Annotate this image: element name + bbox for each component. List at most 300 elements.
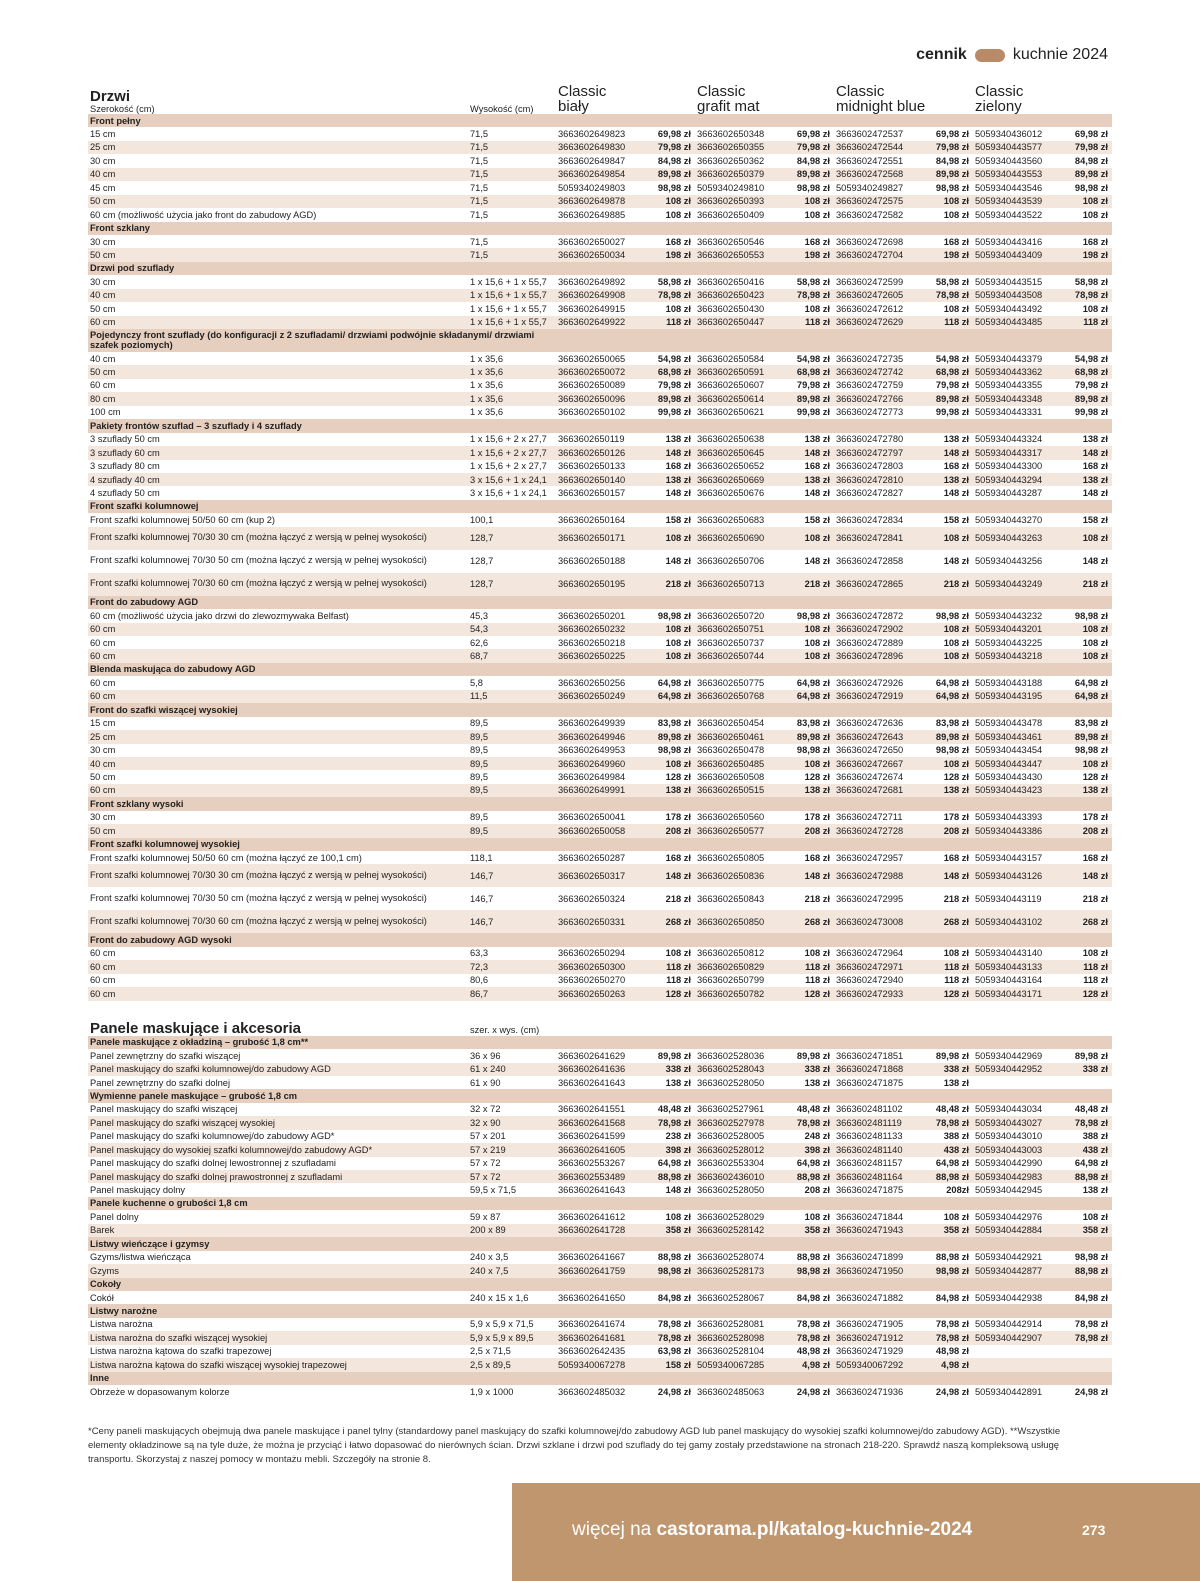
product-code: 3663602471851	[836, 1050, 904, 1061]
product-code: 3663602485032	[558, 1386, 626, 1397]
product-code: 3663602641599	[558, 1131, 626, 1142]
product-code: 5059340443171	[973, 987, 1071, 1000]
product-price: 138 zł	[804, 434, 830, 445]
product-code: 3663602650645	[695, 446, 793, 459]
product-price: 98,98 zł	[935, 610, 970, 621]
product-price: 108 zł	[1082, 637, 1109, 648]
product-code: 3663602472803	[836, 461, 904, 472]
product-code: 5059340443539	[973, 195, 1071, 208]
product-code: 5059340442921	[975, 1252, 1043, 1263]
table-row	[88, 460, 1112, 473]
product-price: 118 zł	[654, 316, 695, 329]
product-name: 60 cm	[88, 987, 468, 1000]
group-header-row	[88, 1197, 1112, 1210]
product-code: 3663602649939	[558, 718, 626, 729]
product-code: 3663602471875	[836, 1185, 904, 1196]
product-code: 3663602650263	[556, 987, 654, 1000]
group-header-row	[88, 703, 1112, 716]
product-name: Front szafki kolumnowej 70/30 60 cm (można łączyć z wersją w pełnej wysokości)	[88, 910, 468, 933]
product-code: 3663602649953	[558, 745, 626, 756]
column-width-label: Szerokość (cm)	[90, 103, 155, 114]
product-code: 5059340443331	[975, 407, 1043, 418]
product-code: 3663602650096	[556, 392, 654, 405]
product-code: 3663602650423	[695, 289, 793, 302]
product-price: 54,98 zł	[796, 353, 830, 364]
product-code: 3663602472780	[836, 434, 904, 445]
product-code: 5059340443577	[973, 141, 1071, 154]
product-dimension: 1 x 35,6	[470, 407, 504, 418]
product-code: 3663602649854	[556, 168, 654, 181]
product-dimension: 61 x 90	[470, 1077, 501, 1088]
product-dimension: 89,5	[468, 784, 556, 797]
product-price: 48,48 zł	[796, 1104, 830, 1115]
product-price: 138 zł	[943, 434, 970, 445]
product-price: 118 zł	[1071, 316, 1112, 329]
product-name: 40 cm	[88, 168, 468, 181]
product-code: 5059340443508	[973, 289, 1071, 302]
table-row	[88, 864, 1112, 887]
table-row	[88, 649, 1112, 662]
table-row	[88, 1318, 1112, 1331]
product-code: 3663602472711	[836, 812, 903, 823]
color-name-line1: Classic	[558, 84, 607, 100]
product-price: 88,98 zł	[796, 1252, 830, 1263]
product-code: 3663602472704	[834, 248, 932, 261]
product-code: 5059340443348	[973, 392, 1071, 405]
product-price: 148 zł	[665, 487, 691, 498]
product-name: 60 cm	[90, 975, 116, 986]
product-code: 3663602650232	[556, 623, 654, 636]
product-code: 3663602650508	[697, 771, 765, 782]
product-code: 3663602649915	[558, 303, 626, 314]
product-price: 218 zł	[804, 893, 830, 904]
product-code: 3663602649984	[558, 771, 626, 782]
product-code: 3663602472889	[836, 637, 904, 648]
product-name: 60 cm	[88, 784, 468, 797]
product-code: 3663602650188	[558, 556, 626, 567]
group-title: Blenda maskująca do zabudowy AGD	[88, 663, 556, 676]
product-code: 3663602650409	[697, 209, 765, 220]
product-code: 3663602472797	[834, 446, 932, 459]
product-code: 3663602471929	[836, 1346, 904, 1357]
product-price: 108 zł	[804, 948, 830, 959]
product-dimension: 89,5	[470, 718, 489, 729]
page-number: 273	[1082, 1522, 1106, 1538]
group-title: Pojedynczy front szuflady (do konfiguracji z 2 szufladami/ drzwiami podwójnie składanymi/ drzwiami szafek poziomych)	[88, 329, 556, 352]
product-code: 3663602650119	[558, 434, 625, 445]
product-code: 5059340443232	[975, 610, 1043, 621]
product-code: 3663602472544	[834, 141, 932, 154]
product-code: 3663602528050	[697, 1185, 765, 1196]
product-price: 148 zł	[1082, 487, 1109, 498]
product-dimension: 80,6	[470, 975, 489, 986]
product-dimension: 57 x 201	[470, 1131, 506, 1142]
color-header-cell	[834, 84, 973, 114]
product-price: 148 zł	[1071, 446, 1112, 459]
product-price: 64,98 zł	[796, 677, 830, 688]
product-name: 60 cm (możliwość użycia jako drzwi do zlewozmywaka Belfast)	[90, 610, 349, 621]
group-title: Listwy narożne	[88, 1304, 556, 1317]
footer-url-text[interactable]	[572, 1519, 972, 1541]
group-header-row	[88, 329, 1112, 352]
product-code: 3663602649878	[556, 195, 654, 208]
section-title-cell	[88, 1015, 468, 1036]
product-dimension: 1 x 35,6	[468, 365, 556, 378]
product-code: 5059340443003	[973, 1143, 1071, 1156]
product-code: 3663602553489	[556, 1170, 654, 1183]
product-price: 178 zł	[665, 812, 691, 823]
group-header-row	[88, 1237, 1112, 1250]
product-price: 398 zł	[793, 1143, 834, 1156]
product-code: 3663602650706	[697, 556, 765, 567]
product-price: 148 zł	[943, 556, 970, 567]
product-code: 3663602471882	[836, 1292, 904, 1303]
product-price: 4,98 zł	[793, 1358, 834, 1371]
product-code: 3663602650775	[697, 677, 765, 688]
table-row	[88, 446, 1112, 459]
product-code: 3663602650652	[697, 461, 765, 472]
product-price: 128 zł	[654, 987, 695, 1000]
product-code: 3663602528104	[697, 1346, 765, 1357]
product-name: 50 cm	[88, 195, 468, 208]
product-code: 3663602649892	[558, 276, 626, 287]
product-code: 3663602650195	[556, 573, 654, 596]
table-row	[88, 235, 1112, 248]
product-price: 89,98 zł	[1074, 1050, 1109, 1061]
product-code: 3663602650799	[697, 975, 765, 986]
product-code: 5059340436012	[975, 129, 1043, 140]
table-row	[88, 717, 1112, 730]
product-price: 118 zł	[805, 975, 830, 986]
product-dimension: 240 x 7,5	[468, 1264, 556, 1277]
product-price: 98,98 zł	[796, 745, 830, 756]
product-price: 108 zł	[1071, 527, 1112, 550]
product-price: 108 zł	[943, 209, 970, 220]
product-price: 54,98 zł	[935, 353, 970, 364]
price-table	[88, 84, 1112, 1398]
product-code: 3663602650713	[695, 573, 793, 596]
product-code: 3663602472841	[834, 527, 932, 550]
product-price: 78,98 zł	[932, 1116, 973, 1129]
product-price: 168 zł	[943, 461, 970, 472]
product-price: 48,48 zł	[1074, 1104, 1109, 1115]
group-header-row	[88, 222, 1112, 235]
product-code: 3663602650553	[695, 248, 793, 261]
product-price: 78,98 zł	[657, 1319, 691, 1330]
product-price: 138 zł	[793, 784, 834, 797]
product-dimension: 11,5	[468, 690, 556, 703]
product-name: Front szafki kolumnowej 70/30 30 cm (można łączyć z wersją w pełnej wysokości)	[88, 527, 468, 550]
product-name: Listwa narożna do szafki wiszącej wysokiej	[88, 1331, 468, 1344]
product-code: 3663602650379	[695, 168, 793, 181]
section-header-row	[88, 1015, 1112, 1036]
product-price: 79,98 zł	[935, 380, 970, 391]
group-header-row	[88, 1304, 1112, 1317]
product-code: 3663602650287	[558, 852, 626, 863]
product-price: 78,98 zł	[932, 1331, 973, 1344]
product-name: 80 cm	[88, 392, 468, 405]
product-code: 5059340067285	[695, 1358, 793, 1371]
product-name: Cokół	[90, 1292, 114, 1303]
section-gap	[88, 1001, 1112, 1015]
product-code: 3663602650164	[558, 514, 626, 525]
table-row	[88, 473, 1112, 486]
product-code: 3663602641667	[558, 1252, 626, 1263]
product-price: 128 zł	[932, 987, 973, 1000]
product-code: 3663602650065	[558, 353, 626, 364]
product-code: 3663602650171	[556, 527, 654, 550]
product-price: 64,98 zł	[657, 1158, 691, 1169]
product-code: 3663602472834	[836, 514, 904, 525]
product-price: 78,98 zł	[1074, 1319, 1109, 1330]
product-price: 168 zł	[665, 852, 691, 863]
product-price: 78,98 zł	[796, 1319, 830, 1330]
product-code: 3663602471844	[836, 1211, 904, 1222]
product-code: 3663602472643	[834, 730, 932, 743]
product-name: 50 cm	[90, 303, 116, 314]
product-price: 88,98 zł	[793, 1170, 834, 1183]
product-code: 3663602472865	[834, 573, 932, 596]
product-code: 3663602472599	[836, 276, 904, 287]
table-row	[88, 550, 1112, 573]
product-code: 3663602528043	[695, 1063, 793, 1076]
table-row	[88, 757, 1112, 770]
product-code: 3663602650584	[697, 353, 765, 364]
table-row	[88, 141, 1112, 154]
product-code: 3663602471950	[834, 1264, 932, 1277]
product-code: 3663602650430	[697, 303, 765, 314]
table-row	[88, 1183, 1112, 1196]
table-row	[88, 352, 1112, 365]
product-code: 3663602649946	[556, 730, 654, 743]
color-header-cell	[973, 1015, 1112, 1036]
product-code: 5059340442877	[973, 1264, 1071, 1277]
product-price: 118 zł	[944, 975, 970, 986]
product-code: 3663602650041	[558, 812, 626, 823]
product-name: Panel maskujący do szafki wiszącej wysokiej	[88, 1116, 468, 1129]
product-dimension: 146,7	[470, 893, 494, 904]
product-code: 5059340443188	[975, 677, 1043, 688]
product-price: 218 zł	[932, 573, 973, 596]
product-dimension: 1 x 15,6 + 1 x 55,7	[470, 276, 547, 287]
table-row	[88, 365, 1112, 378]
product-price: 268 zł	[932, 910, 973, 933]
product-price: 69,98 zł	[935, 129, 970, 140]
product-code: 3663602650058	[556, 824, 654, 837]
product-price: 68,98 zł	[793, 365, 834, 378]
table-row	[88, 851, 1112, 864]
product-price: 168 zł	[943, 852, 970, 863]
product-price: 118 zł	[1071, 960, 1112, 973]
product-code: 5059340443324	[975, 434, 1043, 445]
product-name: Panel dolny	[90, 1211, 139, 1222]
header-cennik: cennik	[916, 46, 967, 63]
product-price: 158 zł	[804, 514, 830, 525]
product-price: 84,98 zł	[935, 155, 970, 166]
product-code: 5059340443485	[973, 316, 1071, 329]
section-header-row	[88, 84, 1112, 114]
group-header-fill	[556, 797, 1112, 810]
product-code: 3663602472971	[834, 960, 932, 973]
group-title: Front do szafki wiszącej wysokiej	[88, 703, 556, 716]
product-price: 208 zł	[654, 824, 695, 837]
product-dimension: 32 x 90	[468, 1116, 556, 1129]
product-price: 198 zł	[932, 248, 973, 261]
product-code: 3663602650454	[697, 718, 765, 729]
product-code: 5059340442983	[973, 1170, 1071, 1183]
product-code: 3663602472636	[836, 718, 904, 729]
product-price: 168 zł	[1082, 461, 1109, 472]
product-dimension: 1 x 35,6	[468, 392, 556, 405]
product-code: 3663602650225	[556, 649, 654, 662]
product-code: 3663602650027	[558, 236, 626, 247]
product-code: 5059340443478	[975, 718, 1043, 729]
group-header-row	[88, 933, 1112, 946]
product-code: 3663602641551	[558, 1104, 626, 1115]
product-price: 89,98 zł	[932, 730, 973, 743]
product-price: 158 zł	[665, 514, 691, 525]
product-code: 3663602641636	[556, 1063, 654, 1076]
product-price: 108 zł	[1082, 1211, 1109, 1222]
product-dimension: 32 x 72	[470, 1104, 501, 1115]
product-price: 98,98 zł	[1074, 745, 1109, 756]
product-code: 3663602472926	[836, 677, 904, 688]
product-dimension: 71,5	[470, 129, 489, 140]
product-price: 388 zł	[943, 1131, 970, 1142]
product-name: 30 cm	[90, 812, 116, 823]
footnote: *Ceny paneli maskujących obejmują dwa panele maskujące i panel tylny (standardowy panel maskujący do szafki kolumnowej/do zabudowy AGD lub panel maskujący do wysokiej szafki kolumnowej/do zabudowy AGD). **Wszystkie elementy okładzinowe są na tyle duże, że można je przyciąć i łatwo dopasować do nierównych ścian. Drzwi szklane i drzwi pod szuflady do tej gamy zostały przedstawione na stronach 218-220. Sprawdź naszą kompleksową usługę transportu. Skorzystaj z naszej pomocy w montażu mebli. Szczegóły na stronie 8.	[88, 1426, 1061, 1465]
product-price: 88,98 zł	[654, 1170, 695, 1183]
product-code: 3663602641643	[558, 1077, 626, 1088]
product-code: 3663602650560	[697, 812, 765, 823]
product-dimension: 71,5	[468, 248, 556, 261]
table-row	[88, 208, 1112, 221]
product-code: 3663602473008	[834, 910, 932, 933]
product-price: 89,98 zł	[793, 168, 834, 181]
product-dimension: 146,7	[468, 864, 556, 887]
color-name-line2: biały	[558, 98, 589, 114]
product-price: 79,98 zł	[796, 380, 830, 391]
product-code: 5059340443225	[975, 637, 1043, 648]
product-code: 3663602528050	[697, 1077, 765, 1088]
product-code: 3663602641674	[558, 1319, 626, 1330]
product-name: 50 cm	[88, 248, 468, 261]
product-name: 30 cm	[90, 745, 116, 756]
product-price: 338 zł	[1071, 1063, 1112, 1076]
table-row	[88, 676, 1112, 689]
product-dimension: 3 x 15,6 + 1 x 24,1	[468, 473, 556, 486]
table-row	[88, 824, 1112, 837]
product-price: 198 zł	[1071, 248, 1112, 261]
product-code: 3663602650317	[556, 864, 654, 887]
footer-url[interactable]: castorama.pl/katalog-kuchnie-2024	[656, 1519, 973, 1540]
product-price: 148 zł	[665, 1185, 691, 1196]
product-price: 79,98 zł	[1071, 141, 1112, 154]
product-price: 79,98 zł	[654, 141, 695, 154]
product-code: 3663602472919	[834, 690, 932, 703]
group-title: Front szafki kolumnowej	[88, 500, 556, 513]
product-price: 208 zł	[932, 824, 973, 837]
table-row	[88, 730, 1112, 743]
product-price: 338 zł	[793, 1063, 834, 1076]
group-header-fill	[556, 933, 1112, 946]
group-title: Front szafki kolumnowej wysokiej	[88, 838, 556, 851]
product-price: 78,98 zł	[654, 1116, 695, 1129]
product-code: 3663602650607	[697, 380, 765, 391]
table-row	[88, 168, 1112, 181]
product-price: 108 zł	[1082, 948, 1109, 959]
product-price: 58,98 zł	[935, 276, 970, 287]
product-dimension: 2,5 x 71,5	[470, 1346, 511, 1357]
table-row	[88, 1157, 1112, 1170]
footer-band	[512, 1483, 1200, 1581]
product-price: 24,98 zł	[935, 1386, 970, 1397]
product-code: 5059340443164	[975, 975, 1043, 986]
product-code: 5059340443034	[975, 1104, 1043, 1115]
product-price: 108 zł	[804, 637, 830, 648]
product-code: 5059340443386	[973, 824, 1071, 837]
product-code: 5059340443454	[975, 745, 1043, 756]
table-row	[88, 1049, 1112, 1062]
group-header-fill	[556, 262, 1112, 275]
product-code: 3663602528081	[697, 1319, 765, 1330]
product-code: 3663602650621	[697, 407, 765, 418]
product-price: 98,98 zł	[793, 1264, 834, 1277]
product-name: Panel maskujący do szafki dolnej prawostronnej z szufladami	[88, 1170, 468, 1183]
product-dimension: 54,3	[468, 623, 556, 636]
product-price: 138 zł	[793, 473, 834, 486]
price-table-container	[88, 84, 1112, 1398]
product-code: 3663602650294	[558, 948, 626, 959]
product-dimension: 89,5	[468, 757, 556, 770]
product-code: 3663602436010	[695, 1170, 793, 1183]
product-code: 5059340443102	[973, 910, 1071, 933]
product-code: 3663602641643	[558, 1185, 626, 1196]
product-code: 3663602641759	[556, 1264, 654, 1277]
product-code: 5059340443379	[975, 353, 1043, 364]
table-row	[88, 289, 1112, 302]
group-title: Inne	[88, 1372, 556, 1385]
product-code: 5059340443515	[975, 276, 1043, 287]
product-code: 3663602472650	[836, 745, 904, 756]
product-price: 58,98 zł	[657, 276, 691, 287]
product-price: 338 zł	[654, 1063, 695, 1076]
product-price: 218 zł	[654, 573, 695, 596]
group-header-fill	[556, 596, 1112, 609]
product-dimension: 59,5 x 71,5	[470, 1185, 517, 1196]
product-price: 84,98 zł	[796, 155, 830, 166]
product-code: 5059340442945	[975, 1185, 1043, 1196]
color-header-cell	[695, 1015, 834, 1036]
group-header-row	[88, 797, 1112, 810]
product-code: 5059340443546	[975, 182, 1043, 193]
product-price: 89,98 zł	[654, 392, 695, 405]
product-price: 168 zł	[665, 461, 691, 472]
product-code: 3663602650348	[697, 129, 765, 140]
product-price: 108 zł	[932, 623, 973, 636]
product-price: 84,98 zł	[796, 1292, 830, 1303]
group-header-fill	[556, 663, 1112, 676]
table-row	[88, 1103, 1112, 1116]
table-row	[88, 1251, 1112, 1264]
product-code: 3663602649847	[558, 155, 626, 166]
product-code: 3663602472582	[836, 209, 904, 220]
product-code: 3663602472759	[836, 380, 904, 391]
product-code: 3663602650102	[558, 407, 626, 418]
product-dimension: 3 x 15,6 + 1 x 24,1	[470, 487, 547, 498]
product-code: 3663602650478	[697, 745, 765, 756]
product-price: 79,98 zł	[793, 141, 834, 154]
